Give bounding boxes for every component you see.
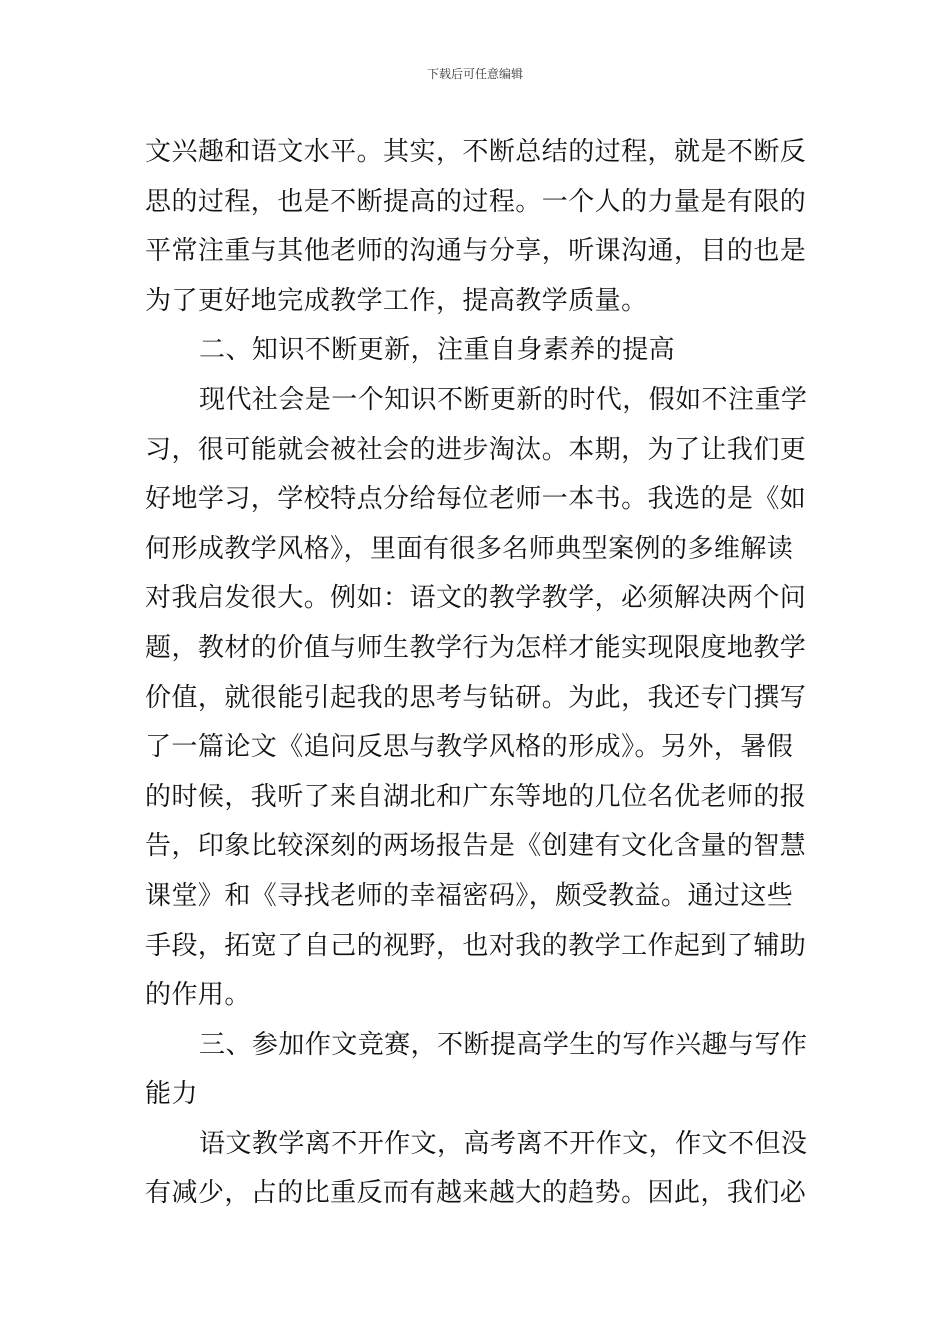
section-heading: 二、知识不断更新，注重自身素养的提高 (199, 335, 676, 366)
text-line: 现代社会是一个知识不断更新的时代，假如不注重学 (199, 384, 808, 415)
text-line: 平常注重与其他老师的沟通与分享，听课沟通，目的也是 (145, 236, 807, 267)
text-line: 告，印象比较深刻的两场报告是《创建有文化含量的智慧 (145, 831, 807, 862)
text-line: 文兴趣和语文水平。其实，不断总结的过程，就是不断反 (145, 137, 807, 167)
text-line: 对我启发很大。例如：语文的教学教学，必须解决两个问 (145, 583, 807, 614)
section-heading-continued: 能力 (145, 1079, 198, 1110)
text-line: 为了更好地完成教学工作，提高教学质量。 (145, 285, 648, 316)
text-line: 了一篇论文《追问反思与教学风格的形成》。另外，暑假 (145, 732, 794, 763)
text-line: 手段，拓宽了自己的视野，也对我的教学工作起到了辅助 (145, 930, 807, 961)
text-line: 的作用。 (145, 980, 251, 1011)
text-line: 思的过程，也是不断提高的过程。一个人的力量是有限的 (145, 186, 807, 217)
text-line: 的时候，我听了来自湖北和广东等地的几位名优老师的报 (145, 781, 807, 812)
text-line: 价值，就很能引起我的思考与钻研。为此，我还专门撰写 (145, 682, 807, 713)
text-line: 题，教材的价值与师生教学行为怎样才能实现限度地教学 (145, 632, 807, 663)
page-header: 下载后可任意编辑 (426, 67, 523, 81)
document-body (145, 128, 825, 1219)
text-line: 有减少，占的比重反而有越来越大的趋势。因此，我们必 (145, 1178, 807, 1209)
text-line: 课堂》和《寻找老师的幸福密码》，颇受教益。通过这些 (145, 880, 794, 911)
text-line: 好地学习，学校特点分给每位老师一本书。我选的是《如 (145, 484, 807, 515)
text-line: 习，很可能就会被社会的进步淘汰。本期，为了让我们更 (145, 434, 807, 465)
text-line: 语文教学离不开作文，高考离不开作文，作文不但没 (199, 1128, 808, 1159)
text-line: 何形成教学风格》，里面有很多名师典型案例的多维解读 (145, 533, 794, 564)
section-heading: 三、参加作文竞赛，不断提高学生的写作兴趣与写作 (199, 1029, 808, 1060)
